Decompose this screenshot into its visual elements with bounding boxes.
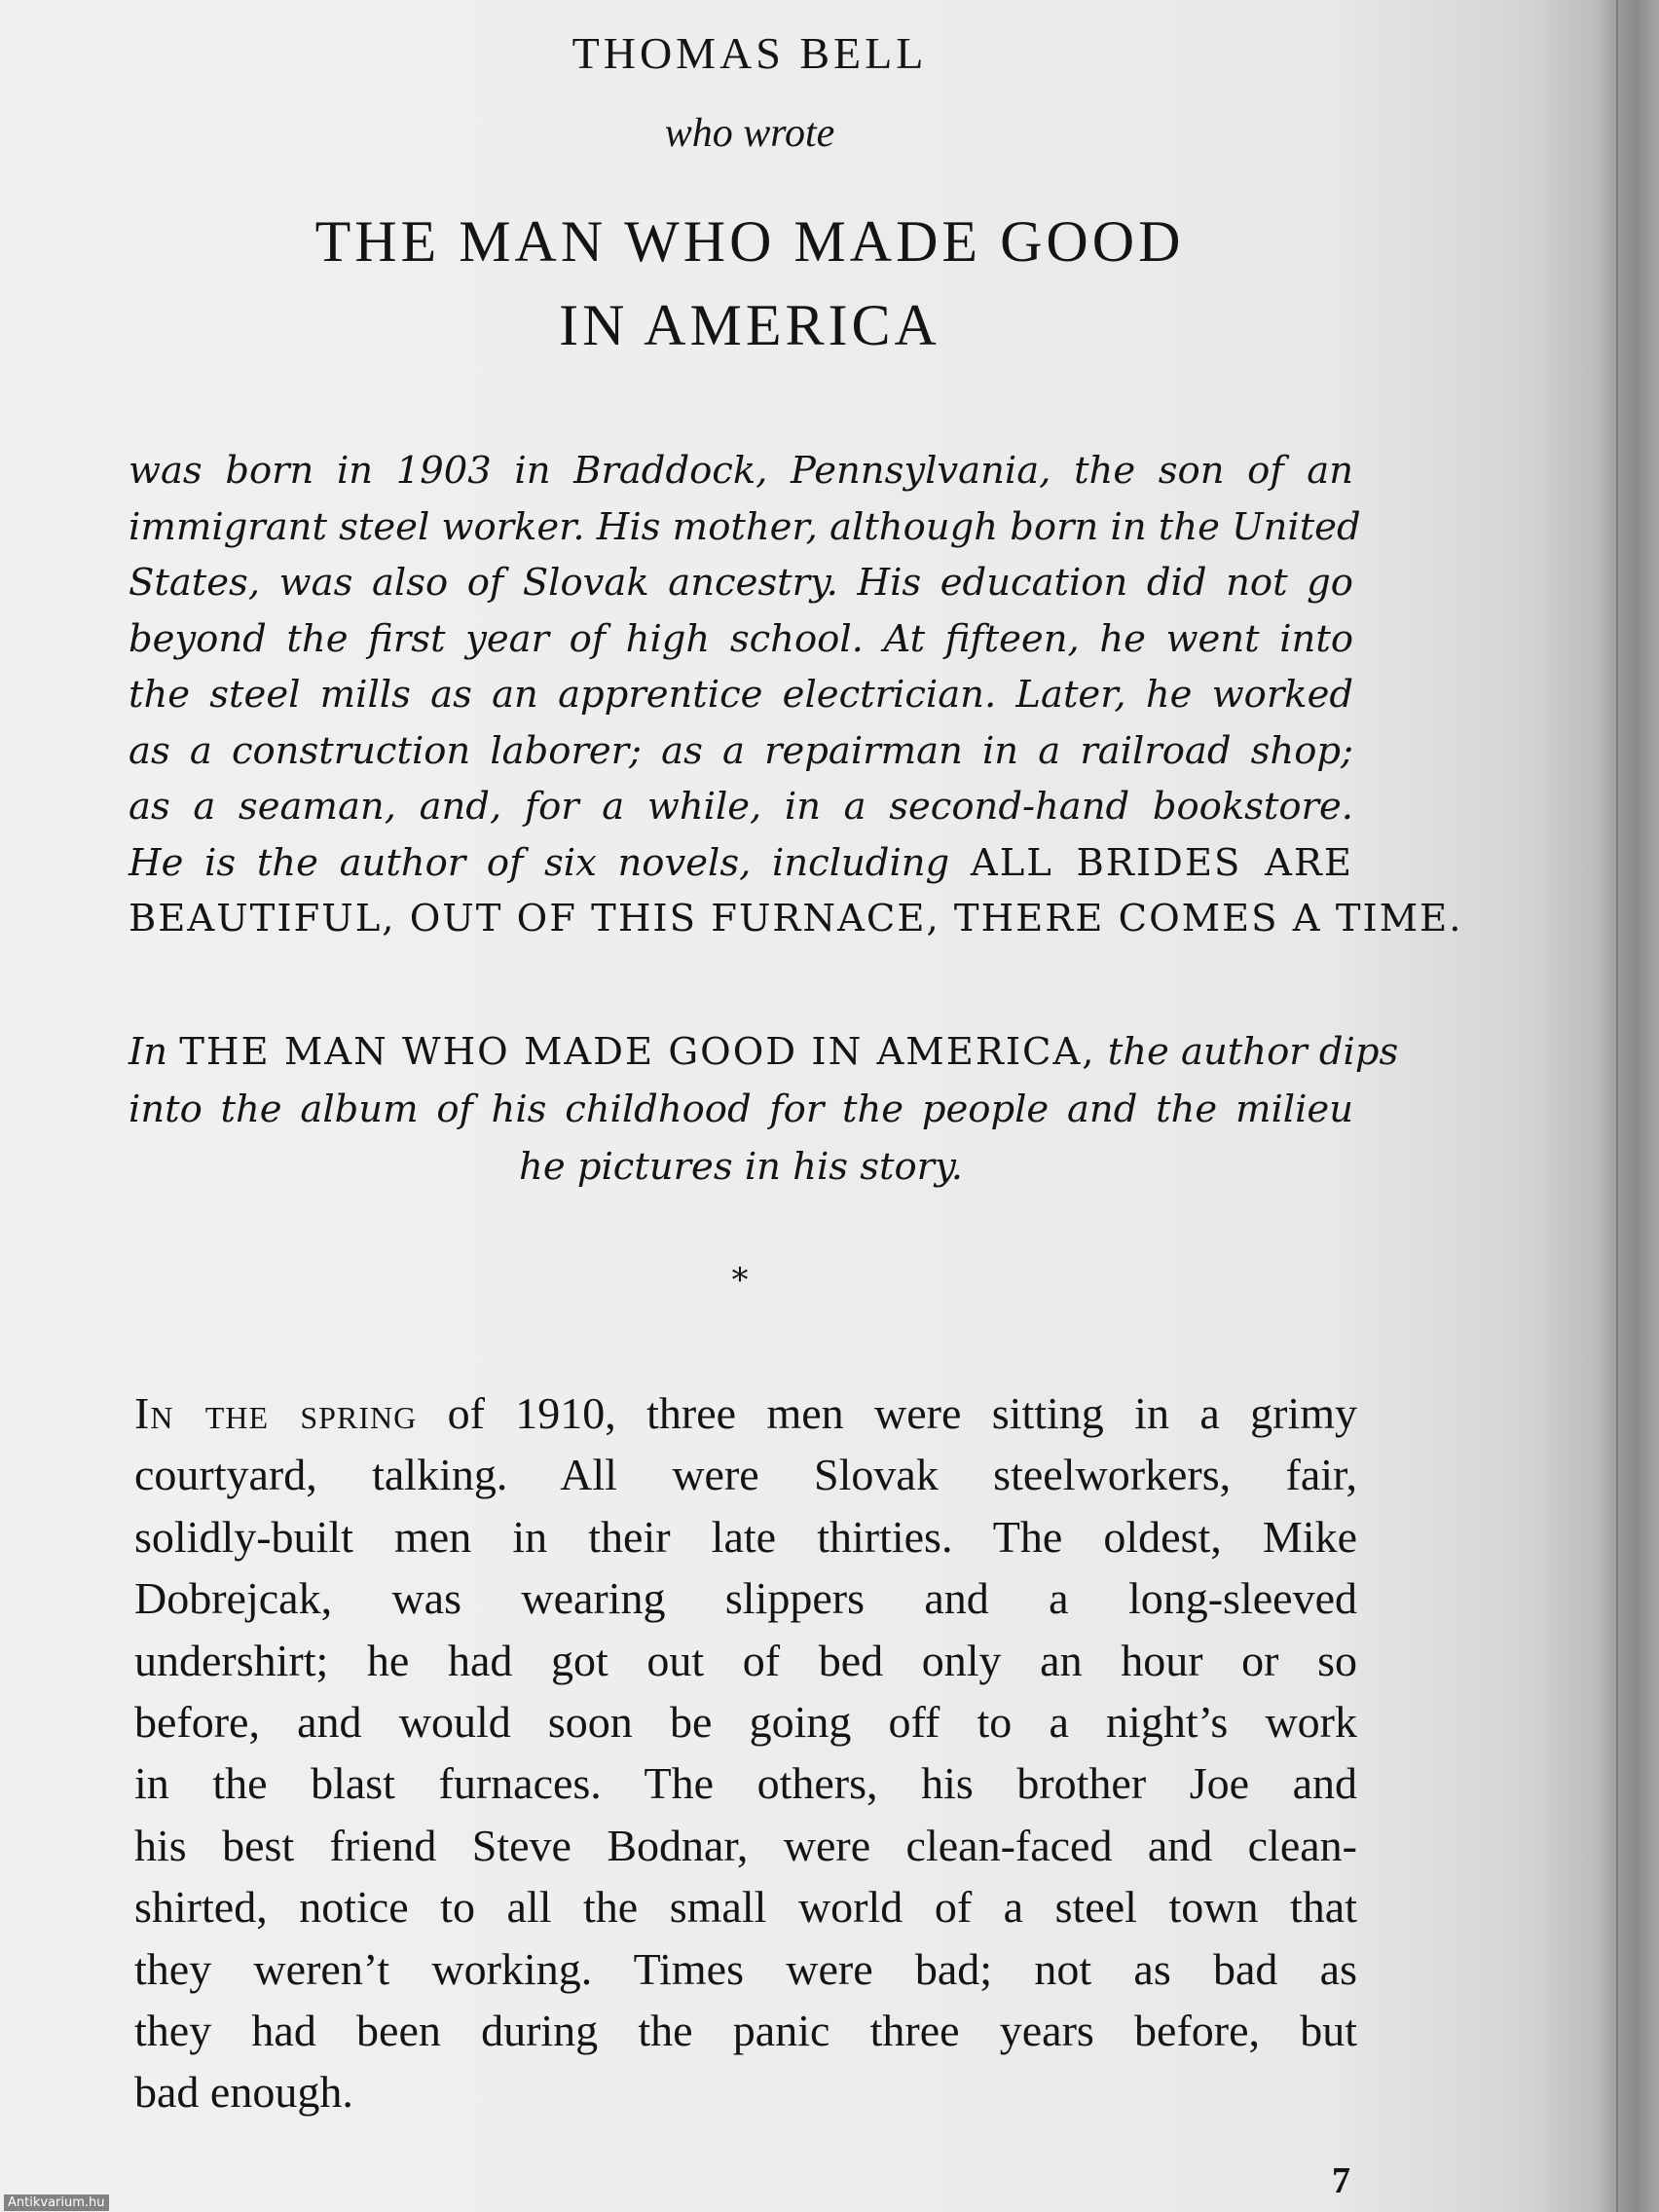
story-opening-paragraph: [134, 1382, 1357, 2123]
bio-line: immigrant steel worker. His mother, although born in the United: [129, 504, 1361, 549]
page-number: 7: [1332, 2160, 1350, 2201]
bio-novels-intro: He is the author of six novels, including: [129, 840, 971, 885]
story-line: Dobrejcak, was wearing slippers and a long-sleeved: [134, 1573, 1357, 1624]
note-in: In: [129, 1030, 180, 1074]
story-line: his best friend Steve Bodnar, were clean-faced and clean-: [134, 1820, 1357, 1870]
story-line: they weren’t working. Times were bad; not as bad as: [134, 1943, 1357, 1994]
story-lead-in: In the spring: [134, 1388, 418, 1438]
who-wrote-caption: who wrote: [664, 111, 835, 156]
note-line-1: [129, 1023, 1399, 1081]
story-line-1-rest: of 1910, three men were sitting in a grimy: [417, 1388, 1357, 1438]
book-spine-edge: [1599, 0, 1659, 2212]
bio-line-novels: [129, 835, 1353, 892]
story-line: before, and would soon be going off to a night’s work: [134, 1697, 1357, 1748]
bio-line: beyond the first year of high school. At fifteen, he went into: [129, 616, 1353, 661]
bio-line: as a construction laborer; as a repairman in a railroad shop;: [129, 728, 1353, 773]
book-title-line-1: THE MAN WHO MADE GOOD: [314, 209, 1185, 274]
author-biography: [129, 443, 1463, 947]
note-line-3: he pictures in his story.: [519, 1145, 963, 1189]
story-line: shirted, notice to all the small world of a steel town that: [134, 1882, 1357, 1933]
story-line: in the blast furnaces. The others, his brother Joe and: [134, 1758, 1357, 1809]
story-line: they had been during the panic three years before, but: [134, 2006, 1357, 2056]
story-line: solidly-built men in their late thirties. The oldest, Mike: [134, 1511, 1357, 1562]
bio-line: was born in 1903 in Braddock, Pennsylvania, the son of an: [129, 449, 1353, 493]
book-title: [0, 200, 1499, 367]
note-title: THE MAN WHO MADE GOOD IN AMERICA,: [179, 1030, 1096, 1074]
story-line: undershirt; he had got out of bed only an hour or so: [134, 1635, 1357, 1685]
note-line-1-rest: the author dips: [1095, 1030, 1399, 1074]
novel-titles-part-1: ALL BRIDES ARE: [970, 840, 1353, 885]
story-line: courtyard, talking. All were Slovak steelworkers, fair,: [134, 1450, 1357, 1500]
book-title-line-2: IN AMERICA: [559, 293, 940, 357]
section-ornament: *: [731, 1261, 749, 1300]
source-watermark: Antikvarium.hu: [4, 2194, 109, 2211]
author-name: THOMAS BELL: [571, 28, 928, 78]
note-line-2: into the album of his childhood for the people and the milieu: [129, 1088, 1353, 1131]
story-line-1: [134, 1382, 1357, 1444]
bio-line: States, was also of Slovak ancestry. His education did not go: [129, 561, 1353, 605]
story-introduction-note: [129, 1023, 1399, 1196]
bio-line: the steel mills as an apprentice electrician. Later, he worked: [129, 673, 1353, 717]
story-line-last: bad enough.: [134, 2067, 353, 2118]
novel-titles-part-2: BEAUTIFUL, OUT OF THIS FURNACE, THERE COMES A TIME.: [129, 897, 1463, 940]
bio-line: as a seaman, and, for a while, in a second-hand bookstore.: [129, 785, 1353, 829]
